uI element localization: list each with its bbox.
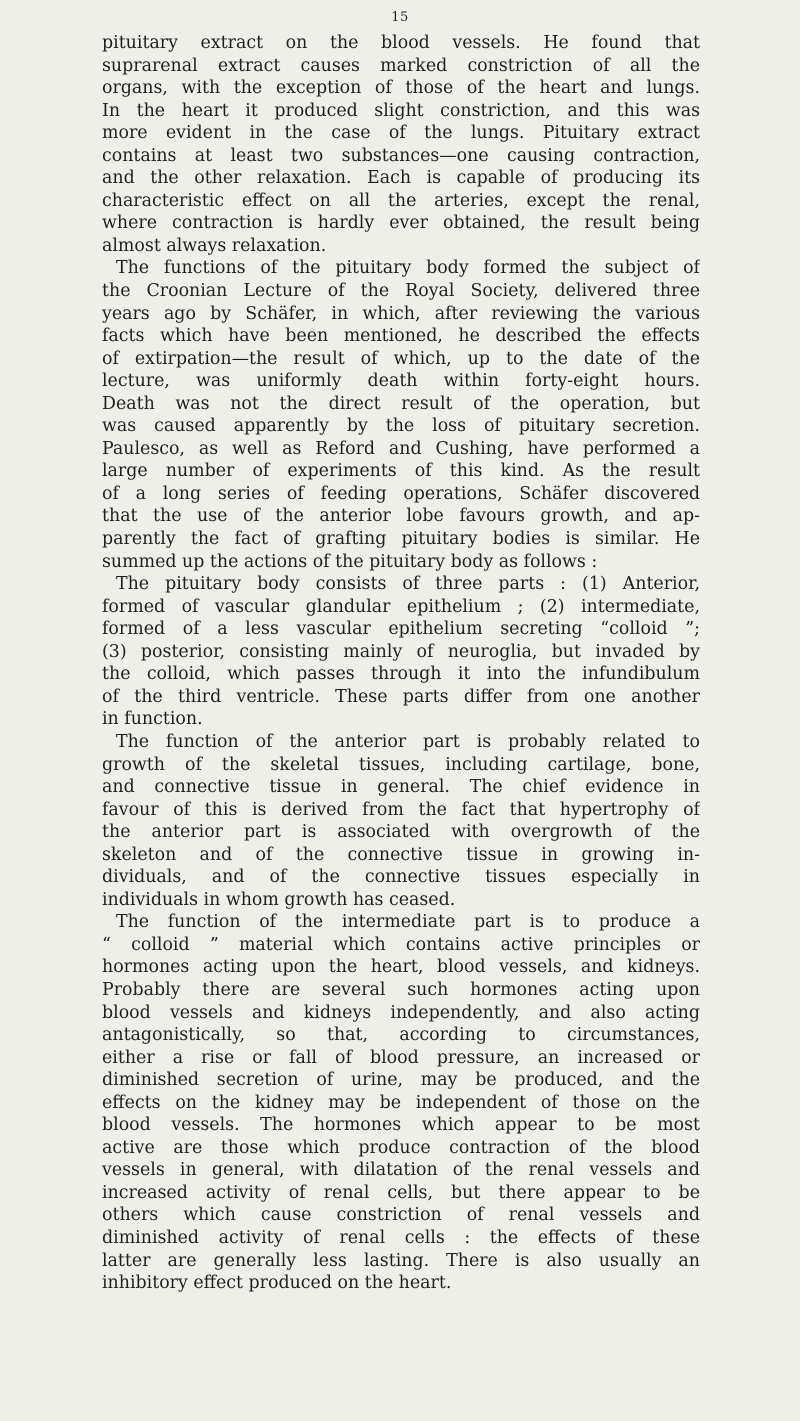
text-line: the Croonian Lecture of the Royal Society, delivered three [102,281,700,302]
text-line: contains at least two substances—one causing contraction, [102,145,700,166]
text-line: in function. [102,709,203,730]
text-line: facts which have been mentioned, he described the effects [102,326,700,347]
text-line: almost always relaxation. [102,235,327,256]
text-line: years ago by Schäfer, in which, after reviewing the various [102,303,700,324]
text-line: individuals in whom growth has ceased. [102,889,456,910]
text-line: summed up the actions of the pituitary body as follows : [102,551,598,572]
text-line: hormones acting upon the heart, blood vessels, and kidneys. [102,957,700,978]
text-line: Death was not the direct result of the operation, but [102,393,700,414]
text-line: more evident in the case of the lungs. Pituitary extract [102,123,700,144]
text-line: effects on the kidney may be independent of those on the [102,1092,700,1113]
text-line: the colloid, which passes through it into the infundibulum [102,664,700,685]
text-line: inhibitory effect produced on the heart. [102,1273,452,1294]
text-line: formed of a less vascular epithelium secreting “colloid ”; [102,619,700,640]
text-line: increased activity of renal cells, but there appear to be [102,1182,700,1203]
text-line: parently the fact of grafting pituitary bodies is similar. He [102,529,700,550]
text-line: of extirpation—the result of which, up to the date of the [102,348,700,369]
text-line: large number of experiments of this kind. As the result [102,461,700,482]
text-line: suprarenal extract causes marked constriction of all the [102,55,700,76]
text-line: organs, with the exception of those of the heart and lungs. [102,78,700,99]
text-line: (3) posterior, consisting mainly of neuroglia, but invaded by [102,641,700,662]
page-number: 15 [391,10,409,25]
text-line: where contraction is hardly ever obtained, the result being [102,213,700,234]
text-line: latter are generally less lasting. There is also usually an [102,1250,700,1271]
text-line: that the use of the anterior lobe favours growth, and ap- [102,506,700,527]
text-line: Probably there are several such hormones acting upon [102,979,700,1000]
text-line: of the third ventricle. These parts differ from one another [102,686,700,707]
text-line: of a long series of feeding operations, Schäfer discovered [102,483,700,504]
text-line: favour of this is derived from the fact that hypertrophy of [102,799,700,820]
text-line: blood vessels. The hormones which appear to be most [102,1115,700,1136]
text-line: vessels in general, with dilatation of the renal vessels and [102,1160,700,1181]
text-line: “ colloid ” material which contains active principles or [102,934,700,955]
text-line: The pituitary body consists of three parts : (1) Anterior, [116,574,700,595]
text-line: blood vessels and kidneys independently, and also acting [102,1002,700,1023]
text-line: the anterior part is associated with overgrowth of the [102,822,700,843]
text-line: either a rise or fall of blood pressure, an increased or [102,1047,700,1068]
text-line: diminished activity of renal cells : the effects of these [102,1227,700,1248]
text-line: growth of the skeletal tissues, including cartilage, bone, [102,754,700,775]
text-line: and the other relaxation. Each is capable of producing its [102,168,700,189]
body-text [102,32,700,1295]
text-line: The function of the anterior part is probably related to [116,731,700,752]
text-line: The functions of the pituitary body formed the subject of [116,258,700,279]
text-line: active are those which produce contraction of the blood [102,1137,700,1158]
text-line: and connective tissue in general. The chief evidence in [102,777,700,798]
text-line: others which cause constriction of renal vessels and [102,1205,700,1226]
text-line: characteristic effect on all the arteries, except the renal, [102,190,700,211]
text-line: The function of the intermediate part is to produce a [116,912,700,933]
text-line: was caused apparently by the loss of pituitary secretion. [102,416,700,437]
text-line: In the heart it produced slight constriction, and this was [102,100,700,121]
text-line: skeleton and of the connective tissue in growing in- [102,844,700,865]
text-line: Paulesco, as well as Reford and Cushing, have performed a [102,438,700,459]
text-line: formed of vascular glandular epithelium ; (2) intermediate, [102,596,700,617]
text-line: diminished secretion of urine, may be produced, and the [102,1070,700,1091]
text-line: lecture, was uniformly death within forty-eight hours. [102,371,700,392]
text-line: pituitary extract on the blood vessels. He found that [102,33,700,53]
text-line: dividuals, and of the connective tissues especially in [102,867,700,888]
text-line: antagonistically, so that, according to circumstances, [102,1025,700,1046]
